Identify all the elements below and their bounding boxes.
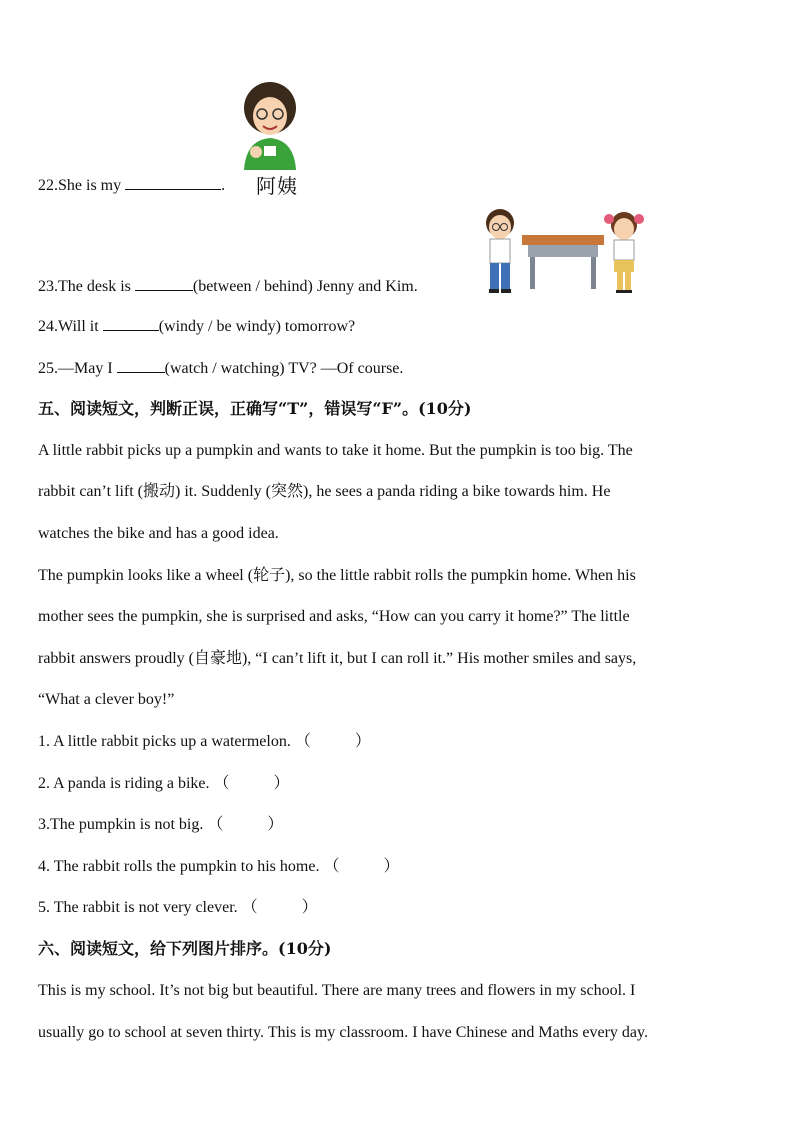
tf-item-text: 1. A little rabbit picks up a watermelon. <box>38 733 291 750</box>
passage-line: This is my school. It’s not big but beautiful. There are many trees and flowers in my school. I <box>38 982 636 999</box>
answer-paren[interactable]: （ ） <box>294 733 371 750</box>
passage-line: mother sees the pumpkin, she is surprised and asks, “How can you carry it home?” The little <box>38 608 630 625</box>
section-6-heading: 六、阅读短文，给下列图片排序。(10分) <box>38 939 332 958</box>
passage-line: rabbit answers proudly (自豪地), “I can’t lift it, but I can roll it.” His mother smiles and says, <box>38 650 637 667</box>
answer-paren[interactable]: （ ） <box>213 775 290 792</box>
passage-line: watches the bike and has a good idea. <box>38 525 279 542</box>
question-text: Will it <box>58 318 103 335</box>
question-25 <box>38 358 403 379</box>
tf-item-text: 5. The rabbit is not very clever. <box>38 899 238 916</box>
answer-blank[interactable] <box>125 175 221 190</box>
answer-blank[interactable] <box>117 358 165 373</box>
question-24 <box>38 316 355 337</box>
answer-blank[interactable] <box>103 316 159 331</box>
question-text-end: (between / behind) Jenny and Kim. <box>192 278 418 295</box>
answer-paren[interactable]: （ ） <box>323 858 400 875</box>
tf-item-text: 4. The rabbit rolls the pumpkin to his home. <box>38 858 320 875</box>
question-number: 24. <box>38 318 58 335</box>
passage-line: “What a clever boy!” <box>38 691 175 708</box>
question-text-end: . <box>221 177 226 194</box>
question-text-end: (windy / be windy) tomorrow? <box>158 318 356 335</box>
answer-blank[interactable] <box>135 276 193 291</box>
tf-item-text: 3.The pumpkin is not big. <box>38 816 204 833</box>
question-number: 25. <box>38 360 58 377</box>
tf-item-1 <box>38 732 371 752</box>
tf-item-2 <box>38 774 290 794</box>
desk-between-children-illustration <box>478 205 650 295</box>
question-text: The desk is <box>58 278 135 295</box>
question-text: She is my <box>58 177 126 194</box>
section-5-heading: 五、阅读短文，判断正误，正确写“T”，错误写“F”。(10分) <box>38 399 472 418</box>
passage-line: A little rabbit picks up a pumpkin and wants to take it home. But the pumpkin is too big. The <box>38 442 633 459</box>
tf-item-text: 2. A panda is riding a bike. <box>38 775 210 792</box>
answer-paren[interactable]: （ ） <box>207 816 284 833</box>
question-number: 22. <box>38 177 58 194</box>
question-number: 23. <box>38 278 58 295</box>
aunt-label: 阿姨 <box>256 174 298 198</box>
question-22 <box>38 175 225 196</box>
question-text-end: (watch / watching) TV? —Of course. <box>164 360 404 377</box>
tf-item-4 <box>38 857 399 877</box>
aunt-illustration <box>236 80 306 170</box>
tf-item-3 <box>38 815 283 835</box>
passage-line: The pumpkin looks like a wheel (轮子), so the little rabbit rolls the pumpkin home. When his <box>38 567 636 584</box>
passage-line: usually go to school at seven thirty. This is my classroom. I have Chinese and Maths every day. <box>38 1024 648 1041</box>
passage-line: rabbit can’t lift (搬动) it. Suddenly (突然), he sees a panda riding a bike towards him. He <box>38 483 611 500</box>
question-text: —May I <box>58 360 117 377</box>
tf-item-5 <box>38 898 318 918</box>
answer-paren[interactable]: （ ） <box>241 899 318 916</box>
question-23 <box>38 276 418 297</box>
